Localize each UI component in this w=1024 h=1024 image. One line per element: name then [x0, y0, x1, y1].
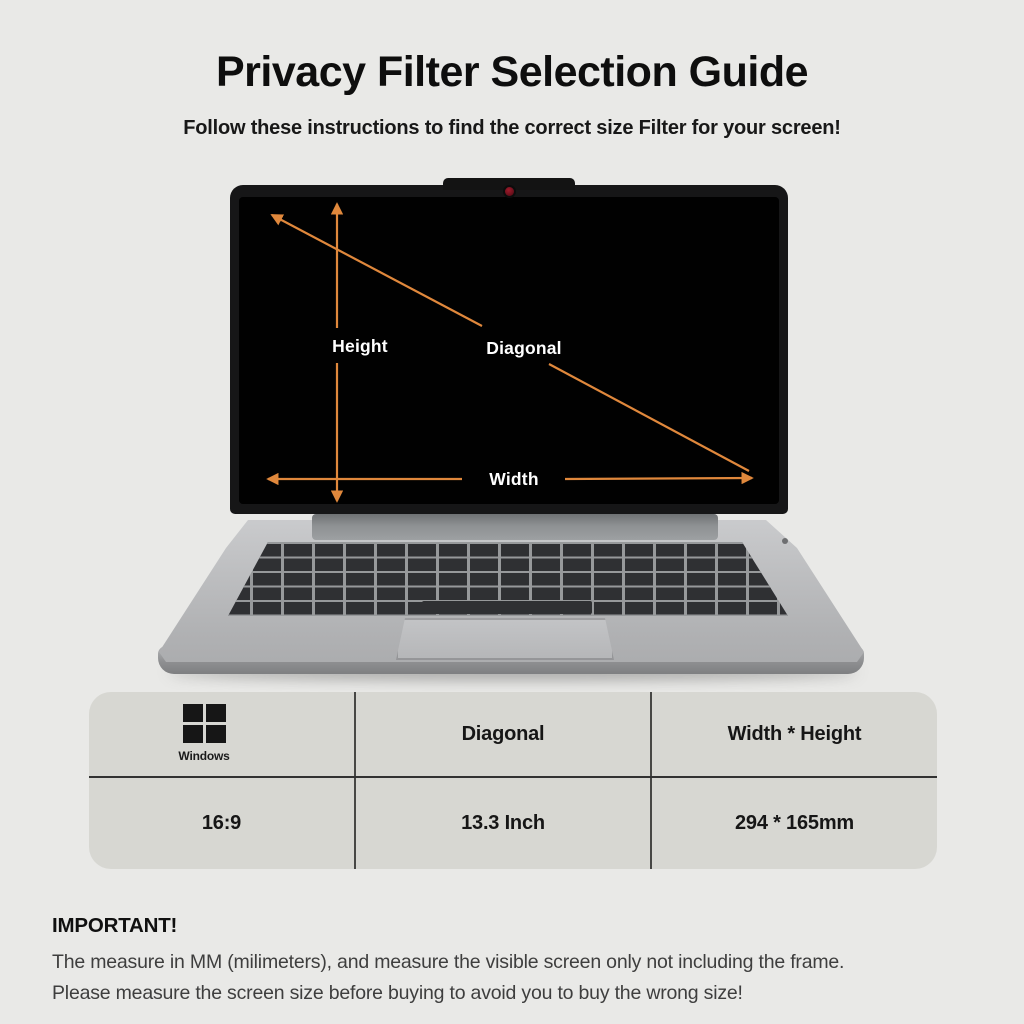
height-label: Height: [332, 336, 388, 356]
windows-label: Windows: [178, 749, 230, 763]
width-label: Width: [489, 469, 539, 489]
laptop-trackpad: [396, 618, 614, 660]
power-button: [782, 538, 788, 544]
laptop-keyboard: [222, 542, 794, 616]
size-table: [89, 692, 937, 869]
spacebar-key: [422, 601, 592, 614]
measurement-overlay: [230, 185, 788, 514]
important-note: [52, 914, 992, 1009]
diagonal-value: 13.3 Inch: [461, 812, 545, 834]
os-header-cell: [89, 692, 319, 788]
laptop-hinge: [312, 514, 718, 540]
note-line-1: The measure in MM (milimeters), and measure the visible screen only not including the frame.: [52, 951, 845, 973]
note-line-2: Please measure the screen size before buying to avoid you to buy the wrong size!: [52, 982, 743, 1004]
dimensions-value: 294 * 165mm: [734, 812, 854, 834]
column-header-dimensions: Width * Height: [727, 722, 862, 745]
windows-logo-icon: [183, 704, 226, 743]
column-header-diagonal: Diagonal: [461, 722, 545, 745]
diagonal-label: Diagonal: [486, 338, 562, 358]
page-subtitle: Follow these instructions to find the correct size Filter for your screen!: [183, 117, 841, 139]
laptop-lid: [230, 185, 788, 514]
aspect-ratio-value: 16:9: [201, 812, 242, 834]
page-title: Privacy Filter Selection Guide: [216, 48, 808, 96]
important-heading: IMPORTANT!: [52, 914, 178, 937]
